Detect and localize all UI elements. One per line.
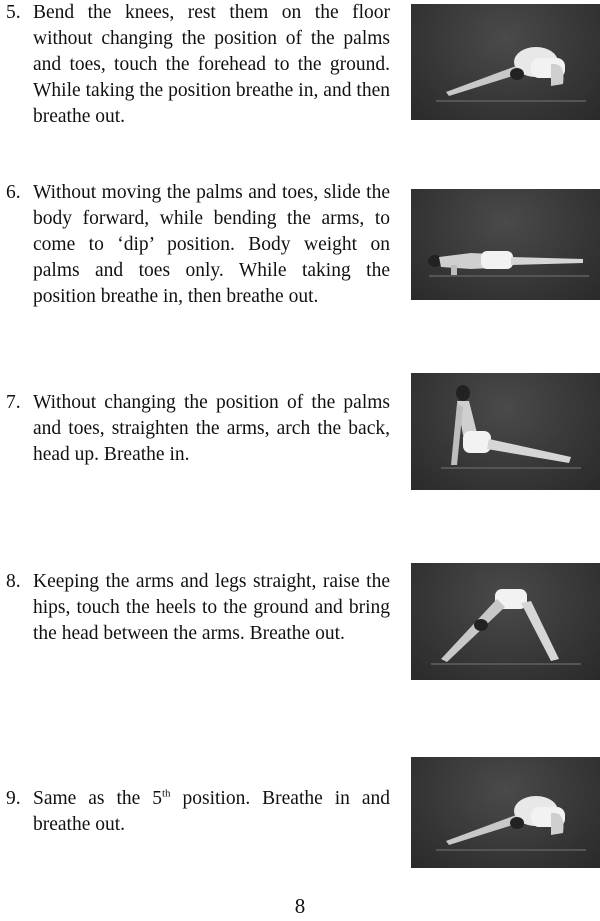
step-6-photo xyxy=(411,189,600,300)
step-7-body: Without changing the position of the palms and toes, straighten the arms, arch the back, head up. Breathe in. xyxy=(33,392,390,465)
step-7-text xyxy=(6,390,390,468)
step-9-text xyxy=(6,786,390,838)
step-9-superscript: th xyxy=(161,787,171,800)
step-9-number: 9. xyxy=(6,788,21,809)
step-9-photo xyxy=(411,757,600,868)
step-5-number: 5. xyxy=(6,2,21,23)
step-9-body-end: position. Breathe in and breathe out. xyxy=(33,788,390,835)
step-6-number: 6. xyxy=(6,182,21,203)
step-5-text xyxy=(6,0,390,130)
step-6-body: Without moving the palms and toes, slide the body forward, while bending the arms, to come to ‘dip’ position. Body weight on palms and toes only. While taking the position breathe in, then breathe out. xyxy=(33,182,390,307)
step-8-photo xyxy=(411,563,600,680)
step-5-photo xyxy=(411,4,600,120)
step-7-photo xyxy=(411,373,600,490)
step-9-body-start: Same as the 5 xyxy=(33,788,162,809)
step-7-number: 7. xyxy=(6,392,21,413)
step-6-text xyxy=(6,180,390,310)
page-number: 8 xyxy=(294,894,306,918)
step-5-body: Bend the knees, rest them on the floor without changing the position of the palms and toes, touch the forehead to the ground. While taking the position breathe in, and then breathe out. xyxy=(33,2,390,127)
step-8-number: 8. xyxy=(6,571,21,592)
step-8-body: Keeping the arms and legs straight, raise the hips, touch the heels to the ground and bring the head between the arms. Breathe out. xyxy=(33,571,390,644)
step-8-text xyxy=(6,569,390,647)
